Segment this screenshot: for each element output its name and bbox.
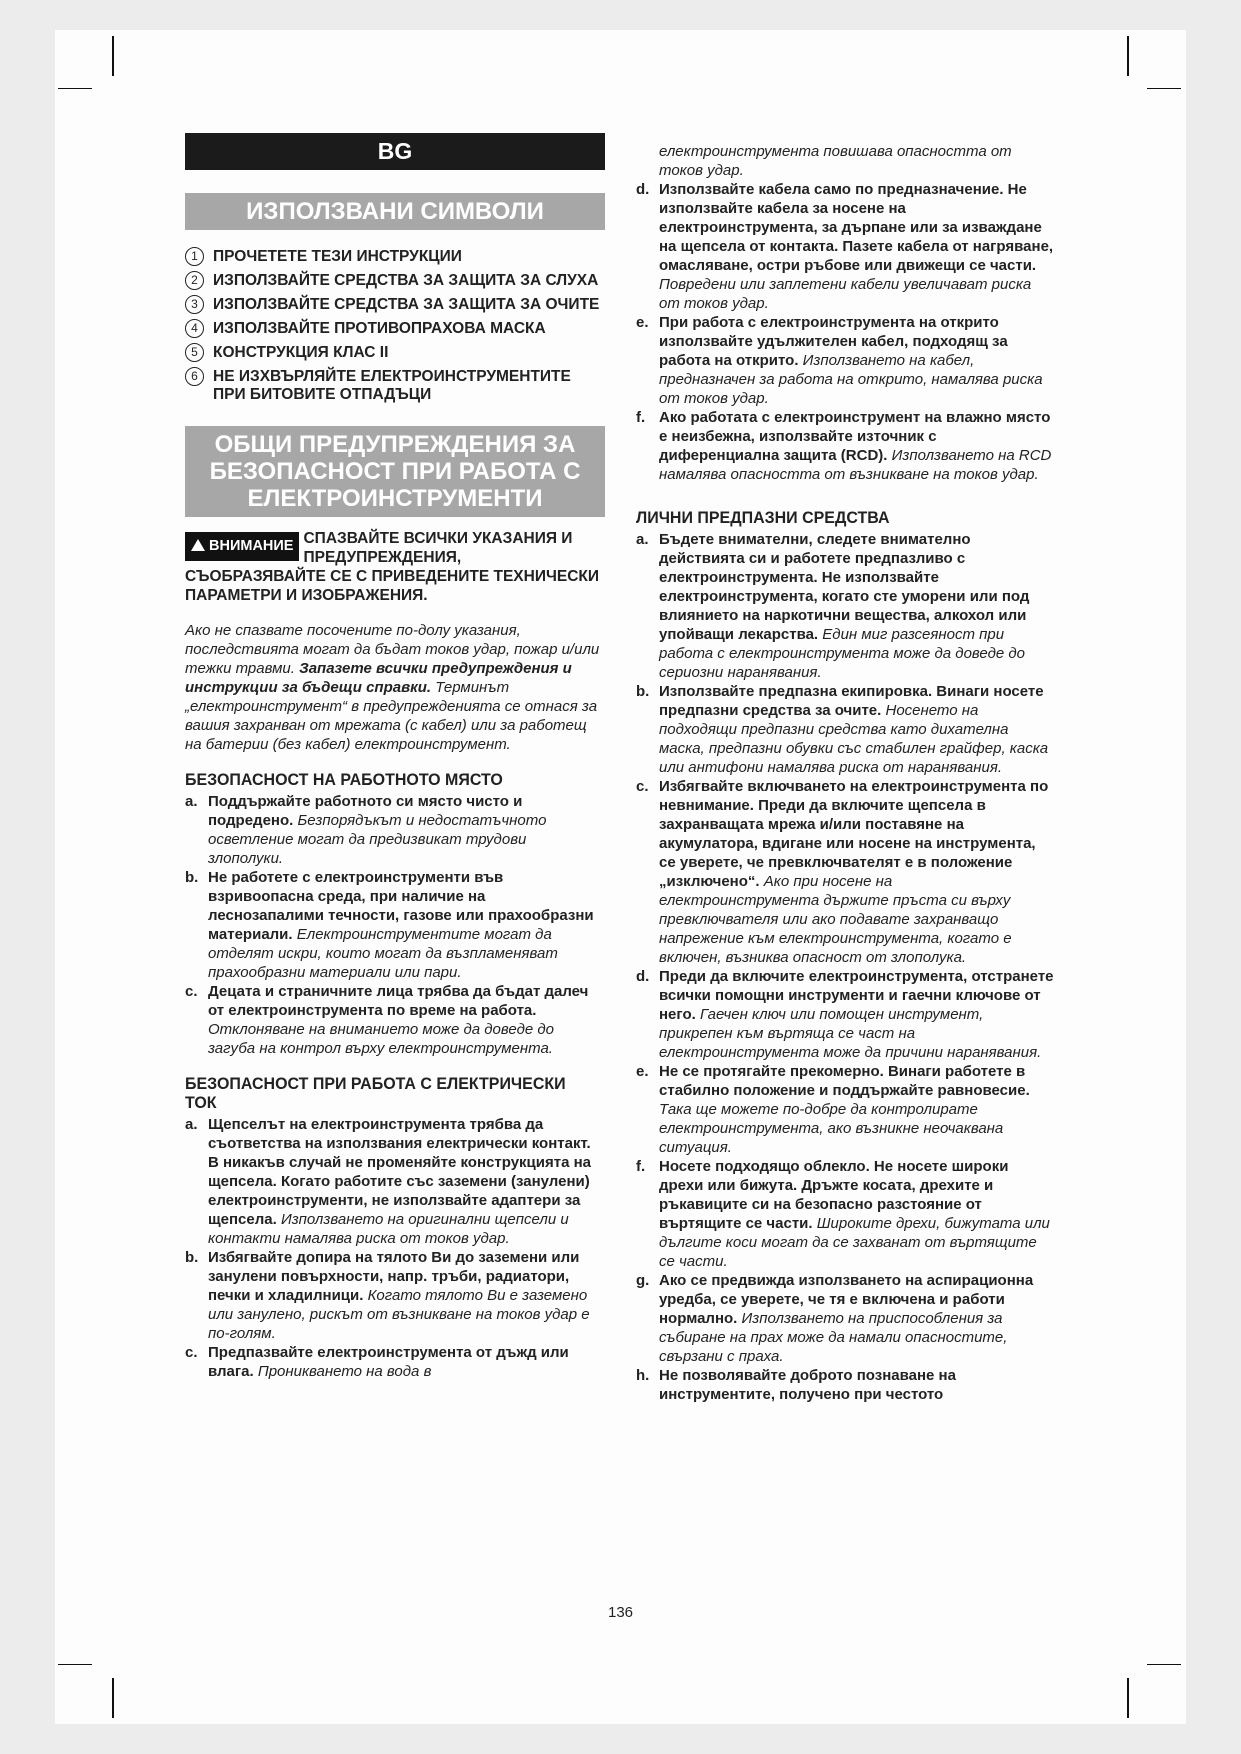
workplace-title: БЕЗОПАСНОСТ НА РАБОТНОТО МЯСТО (185, 770, 503, 789)
list-item: a. Бъдете внимателни, следете внимателно действията си и работете предпазливо с електроинструмента. Не използвайте електроинструмента, когато сте уморени или под влиянието на наркотични вещества, алкохол или упойващи лекарства. Един миг разсеяност при работа с електроинструмента може да доведе до сериозни наранявания. (636, 531, 1030, 681)
symbol-item: 6 НЕ ИЗХВЪРЛЯЙТЕ ЕЛЕКТРОИНСТРУМЕНТИТЕ ПРИ БИТОВИТЕ ОТПАДЪЦИ (185, 368, 605, 404)
list-item: e. При работа с електроинструмента на открито използвайте удължителен кабел, подходящ за работа на открито. Използването на кабел, предназначен за работа на открито, намалява риска от токов удар. (636, 314, 1043, 407)
crop-mark-tr-h (1147, 88, 1181, 89)
page-number: 136 (607, 1604, 634, 1621)
list-item: c. Децата и страничните лица трябва да бъдат далеч от електроинструмента по време на работа. Отклоняване на вниманието може да доведе до загуба на контрол върху електроинструмента. (185, 983, 589, 1057)
list-item: h. Не позволявайте доброто познаване на инструментите, получено при честото (636, 1367, 956, 1403)
symbol-item: 2 ИЗПОЛЗВАЙТЕ СРЕДСТВА ЗА ЗАЩИТА ЗА СЛУХА (185, 272, 605, 290)
list-item: f. Ако работата с електроинструмент на влажно място е неизбежна, използвайте източник с диференциална защита (RCD). Използването на RCD намалява опасността от възникване на токов удар. (636, 409, 1052, 483)
circled-number: 5 (185, 343, 204, 362)
right-column (636, 142, 1056, 1404)
list-item: b. Избягвайте допира на тялото Ви до заземени или занулени повърхности, напр. тръби, радиатори, печки и хладилници. Когато тялото Ви е заземено или занулено, рискът от възникване на токов удар е по-голям. (185, 1249, 590, 1342)
circled-number: 6 (185, 367, 204, 386)
warning-text: СПАЗВАЙТЕ ВСИЧКИ УКАЗАНИЯ И ПРЕДУПРЕЖДЕНИЯ, СЪОБРАЗЯВАЙТЕ СЕ С ПРИВЕДЕНИТЕ ТЕХНИЧЕСКИ ПАРАМЕТРИ И ИЗОБРАЖЕНИЯ. (185, 530, 599, 604)
electrical-title: БЕЗОПАСНОСТ ПРИ РАБОТА С ЕЛЕКТРИЧЕСКИ ТОК (185, 1074, 566, 1112)
electrical-list (185, 1115, 605, 1381)
list-item: e. Не се протягайте прекомерно. Винаги работете в стабилно положение и поддържайте равновесие. Така ще можете по-добре да контролирате електроинструмента, ако възникне неочаквана ситуация. (636, 1063, 1030, 1156)
circled-number: 4 (185, 319, 204, 338)
crop-mark-bl-v (112, 1678, 114, 1718)
list-item: c. Предпазвайте електроинструмента от дъжд или влага. Проникването на вода в (185, 1344, 569, 1380)
list-item: b. Не работете с електроинструменти във взривоопасна среда, при наличие на леснозапалими течности, газове или прахообразни материали. Електроинструментите могат да отделят искри, които могат да възпламеняват прахообразни материали или пари. (185, 869, 594, 981)
list-item: a. Щепселът на електроинструмента трябва да съответства на използвания електрически контакт. В никакъв случай не променяйте конструкцията на щепсела. Когато работите със заземени (занулени) електроинструменти, не използвайте адаптери за щепсела. Използването на оригинални щепсели и контакти намалява риска от токов удар. (185, 1116, 591, 1247)
list-item: f. Носете подходящо облекло. Не носете широки дрехи или бижута. Дръжте косата, дрехите и ръкавиците си на безопасно разстояние от въртящите се части. Широките дрехи, бижутата или дългите коси могат да се захванат от въртящите се части. (636, 1158, 1050, 1270)
list-item: b. Използвайте предпазна екипировка. Винаги носете предпазни средства за очите. Носенето на подходящи предпазни средства като дихателна маска, предпазни обувки със стабилен грайфер, каска или антифони намалява риска от наранявания. (636, 683, 1049, 776)
circled-number: 3 (185, 295, 204, 314)
general-warnings-title: ОБЩИ ПРЕДУПРЕЖДЕНИЯ ЗА БЕЗОПАСНОСТ ПРИ РАБОТА С ЕЛЕКТРОИНСТРУМЕНТИ (185, 426, 605, 517)
crop-mark-tr-v (1127, 36, 1129, 76)
list-item: d. Преди да включите електроинструмента, отстранете всички помощни инструменти и гаечни ключове от него. Гаечен ключ или помощен инструмент, прикрепен към въртяща се част на електроинструмента може да причини наранявания. (636, 968, 1054, 1061)
left-column (185, 133, 605, 1381)
language-header: BG (185, 133, 605, 170)
warning-block (185, 529, 605, 605)
circled-number: 1 (185, 247, 204, 266)
electrical-continuation: електроинструмента повишава опасността от токов удар. (659, 143, 1012, 179)
list-item: c. Избягвайте включването на електроинструмента по невнимание. Преди да включите щепсела в захранващата мрежа и/или поставяне на акумулатора, вдигане или носене на инструмента, се уверете, че превключвателят е в положение „изключено“. Ако при носене на електроинструмента държите пръста си върху превключвателя или ако подавате захранващо напрежение към електроинструмента, когато е включен, възниква опасност от злополука. (636, 778, 1049, 966)
list-item: d. Използвайте кабела само по предназначение. Не използвайте кабела за носене на електроинструмента, за дърпане или за изваждане на щепсела от контакта. Пазете кабела от нагряване, омасляване, остри ръбове или движещи се части. Повредени или заплетени кабели увеличават риска от токов удар. (636, 181, 1054, 312)
symbol-item: 3 ИЗПОЛЗВАЙТЕ СРЕДСТВА ЗА ЗАЩИТА ЗА ОЧИТЕ (185, 296, 605, 314)
workplace-list (185, 792, 605, 1058)
crop-mark-tl-v (112, 36, 114, 76)
crop-mark-br-v (1127, 1678, 1129, 1718)
list-item: g. Ако се предвижда използването на аспирационна уредба, се уверете, че тя е включена и работи нормално. Използването на приспособления за събиране на прах може да намали опасностите, свързани с праха. (636, 1272, 1034, 1365)
intro-paragraph: Ако не спазвате посочените по-долу указания, последствията могат да бъдат токов удар, пожар и/или тежки травми. Запазете всички предупреждения и инструкции за бъдещи справки. Терминът „електроинструмент“ в предупрежденията се отнася за вашия захранван от мрежата (с кабел) или за работещ на батерии (без кабел) електроинструмент. (185, 622, 600, 753)
crop-mark-tl-h (58, 88, 92, 89)
symbols-title: ИЗПОЛЗВАНИ СИМВОЛИ (185, 193, 605, 230)
crop-mark-bl-h (58, 1664, 92, 1665)
warning-badge: ВНИМАНИЕ (185, 532, 299, 561)
personal-list (636, 530, 1056, 1404)
warning-triangle-icon (191, 539, 205, 551)
symbol-item: 5 КОНСТРУКЦИЯ КЛАС II (185, 344, 605, 362)
symbols-list (185, 248, 605, 404)
symbol-item: 1 ПРОЧЕТЕТЕ ТЕЗИ ИНСТРУКЦИИ (185, 248, 605, 266)
symbol-item: 4 ИЗПОЛЗВАЙТЕ ПРОТИВОПРАХОВА МАСКА (185, 320, 605, 338)
crop-mark-br-h (1147, 1664, 1181, 1665)
electrical-list-continued (636, 180, 1056, 484)
personal-title: ЛИЧНИ ПРЕДПАЗНИ СРЕДСТВА (636, 508, 890, 527)
list-item: a. Поддържайте работното си място чисто и подредено. Безпорядъкът и недостатъчното осветление могат да предизвикат трудови злополуки. (185, 793, 547, 867)
circled-number: 2 (185, 271, 204, 290)
